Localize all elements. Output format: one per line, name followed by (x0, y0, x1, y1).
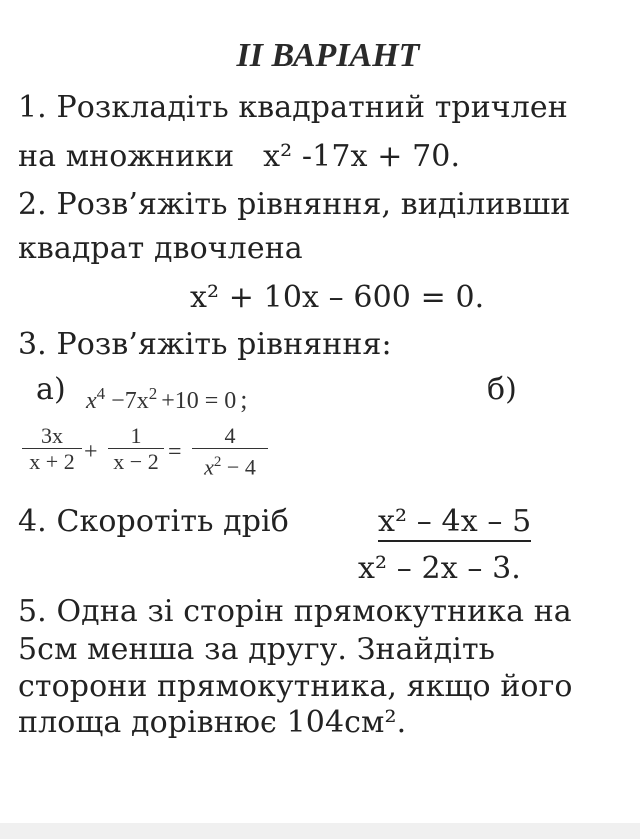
task3-equation-a (86, 376, 248, 419)
task2-line2: квадрат двочлена (18, 231, 303, 266)
task2-equation: x² + 10x – 600 = 0. (190, 280, 485, 315)
task4-numerator-text: x² – 4x – 5 (378, 504, 531, 542)
eq-b-fraction-3 (192, 424, 268, 479)
eq-a-middle: −7x (111, 388, 149, 414)
task4-line1: 4. Скоротіть дріб (18, 504, 289, 539)
eq-b-equals: = (168, 439, 182, 465)
eq-a-pow2: 2 (148, 384, 158, 403)
task4-denominator: x² – 2x – 3. (358, 551, 521, 586)
task5-line4: площа дорівнює 104см². (18, 705, 407, 740)
eq-b-plus: + (84, 439, 98, 465)
eq-b-frac1-denominator: x + 2 (22, 448, 82, 474)
eq-a-semicolon: ; (240, 385, 248, 414)
eq-b-frac3-den-pow: 2 (213, 454, 222, 470)
task5-line1: 5. Одна зі сторін прямокутника на (18, 594, 572, 629)
eq-b-frac3-numerator: 4 (224, 423, 236, 448)
eq-b-frac3-denominator (192, 448, 268, 479)
task4-numerator (378, 504, 531, 540)
task3-line1: 3. Розв’яжіть рівняння: (18, 327, 392, 362)
page-title: ІІ ВАРІАНТ (236, 37, 420, 74)
eq-a-x: x (86, 388, 97, 414)
eq-a-rest: +10 = 0 (161, 388, 237, 414)
task3-label-b: б) (487, 372, 517, 407)
task5-line3: сторони прямокутника, якщо його (18, 669, 573, 704)
task1-line1: 1. Розкладіть квадратний тричлен (18, 90, 568, 125)
eq-b-frac2-numerator: 1 (130, 423, 142, 448)
eq-b-frac2-denominator: x − 2 (108, 448, 164, 474)
bottom-strip (0, 823, 640, 839)
task5-line2: 5см менша за другу. Знайдіть (18, 632, 496, 667)
eq-a-pow4: 4 (96, 384, 106, 403)
eq-b-frac3-den-x: x (204, 454, 214, 480)
task3-label-a: а) (36, 372, 66, 407)
task1-line2: на множники x² -17x + 70. (18, 139, 461, 174)
eq-b-fraction-2 (108, 424, 164, 474)
eq-b-frac3-den-rest: − 4 (221, 454, 256, 480)
task2-line1: 2. Розв’яжіть рівняння, виділивши (18, 187, 571, 222)
eq-b-fraction-1 (22, 424, 82, 474)
eq-b-frac1-numerator: 3x (41, 423, 63, 448)
